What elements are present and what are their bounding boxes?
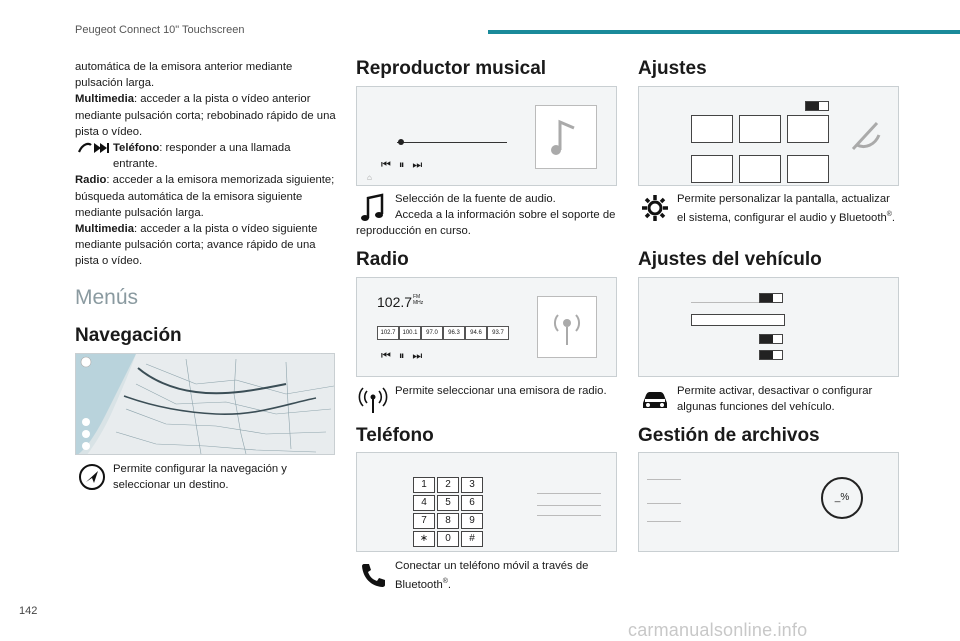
playback-controls: ⏮⏸⏭ [381, 159, 431, 171]
keypad-key[interactable]: ∗ [413, 531, 435, 547]
header-accent-bar [488, 30, 960, 34]
settings-text: Permite personalizar la pantalla, actualizar el sistema, configurar el audio y Bluetooth [677, 193, 890, 224]
phone-heading: Teléfono [356, 425, 434, 446]
paragraph: automática de la emisora anterior mediante pulsación larga. [75, 61, 293, 90]
music-heading: Reproductor musical [356, 58, 547, 79]
paragraph [75, 140, 337, 172]
toggle-switch[interactable] [759, 350, 783, 360]
radio-heading: Radio [356, 249, 409, 270]
preset-button[interactable]: 93.7 [487, 326, 509, 340]
music-description-2: Acceda a la información sobre el soporte de reproducción en curso. [356, 209, 616, 237]
keypad-key[interactable]: 7 [413, 513, 435, 529]
preset-button[interactable]: 100.1 [399, 326, 421, 340]
menus-heading: Menús [75, 286, 139, 309]
map-image [76, 354, 335, 455]
settings-text-end: . [891, 211, 896, 224]
term-text: : responder a una llamada entrante. [113, 142, 291, 171]
phone-next-icon [77, 141, 109, 160]
settings-heading: Ajustes [638, 58, 707, 79]
radio-antenna-icon [356, 383, 390, 417]
header-title: Peugeot Connect 10" Touchscreen [75, 24, 245, 36]
segment-control[interactable] [691, 314, 785, 326]
keypad-key[interactable]: 2 [437, 477, 459, 493]
radio-frequency: 102.7 [377, 294, 413, 310]
settings-screenshot [638, 86, 899, 186]
toggle-switch[interactable] [805, 101, 829, 111]
radio-units [413, 294, 423, 306]
nav-description: Permite configurar la navegación y seleccionar un destino. [113, 463, 287, 491]
vehicle-settings-screenshot [638, 277, 899, 377]
progress-bar [397, 142, 507, 143]
registered-mark: ® [442, 578, 448, 585]
music-player-screenshot [356, 86, 617, 186]
radio-screenshot [356, 277, 617, 377]
keypad-key[interactable]: 6 [461, 495, 483, 511]
settings-brush-art [845, 115, 887, 157]
keypad-key[interactable]: 0 [437, 531, 459, 547]
keypad-key[interactable]: 4 [413, 495, 435, 511]
paragraph [75, 172, 337, 221]
phone-description [395, 558, 617, 593]
preset-button[interactable]: 96.3 [443, 326, 465, 340]
settings-description [677, 191, 899, 226]
files-heading: Gestión de archivos [638, 425, 820, 446]
term-text: : acceder a la pista o vídeo siguiente mediante pulsación corta; avance rápido de una pista o vídeo. [75, 223, 318, 268]
unit-fm: FM [413, 294, 421, 300]
navigation-screenshot [75, 353, 335, 455]
term-telefono: Teléfono [113, 142, 160, 155]
keypad-key[interactable]: 1 [413, 477, 435, 493]
car-icon [638, 383, 672, 417]
registered-mark: ® [886, 211, 892, 218]
watermark: carmanualsonline.info [628, 620, 808, 640]
preset-button[interactable]: 94.6 [465, 326, 487, 340]
radio-description: Permite seleccionar una emisora de radio. [395, 385, 607, 397]
album-art [535, 105, 597, 169]
page-number: 142 [19, 605, 38, 617]
storage-gauge: _% [821, 477, 863, 519]
radio-controls: ⏮⏸⏭ [381, 350, 431, 362]
keypad-key[interactable]: 3 [461, 477, 483, 493]
term-text: : acceder a la emisora memorizada siguiente; búsqueda automática de la emisora siguiente mediante pulsación larga. [75, 174, 335, 219]
paragraph [75, 91, 337, 140]
home-icon: ⌂ [367, 173, 372, 182]
gear-icon [638, 191, 672, 225]
preset-button[interactable]: 97.0 [421, 326, 443, 340]
paragraph [75, 221, 337, 270]
keypad-key[interactable]: 9 [461, 513, 483, 529]
phone-handset-icon [356, 558, 390, 592]
term-radio: Radio [75, 174, 107, 187]
left-text-block [75, 59, 337, 270]
toggle-switch[interactable] [759, 293, 783, 303]
preset-button[interactable]: 102.7 [377, 326, 399, 340]
vehicle-heading: Ajustes del vehículo [638, 249, 822, 270]
music-description-1: Selección de la fuente de audio. [395, 193, 556, 205]
progress-knob [398, 139, 404, 145]
keypad-key[interactable]: 8 [437, 513, 459, 529]
phone-text-end: . [447, 578, 452, 591]
navigation-icon [75, 460, 109, 494]
term-multimedia: Multimedia [75, 223, 134, 236]
phone-screenshot [356, 452, 617, 552]
toggle-switch[interactable] [759, 334, 783, 344]
unit-mhz: MHz [413, 300, 424, 306]
keypad-key[interactable]: # [461, 531, 483, 547]
radio-art [537, 296, 597, 358]
term-text: : acceder a la pista o vídeo anterior mediante pulsación corta; rebobinado rápido de una pista o vídeo. [75, 93, 336, 138]
term-multimedia: Multimedia [75, 93, 134, 106]
vehicle-description: Permite activar, desactivar o configurar algunas funciones del vehículo. [677, 385, 873, 413]
file-management-screenshot [638, 452, 899, 552]
keypad-key[interactable]: 5 [437, 495, 459, 511]
phone-text: Conectar un teléfono móvil a través de Bluetooth [395, 560, 589, 591]
nav-heading: Navegación [75, 325, 182, 346]
